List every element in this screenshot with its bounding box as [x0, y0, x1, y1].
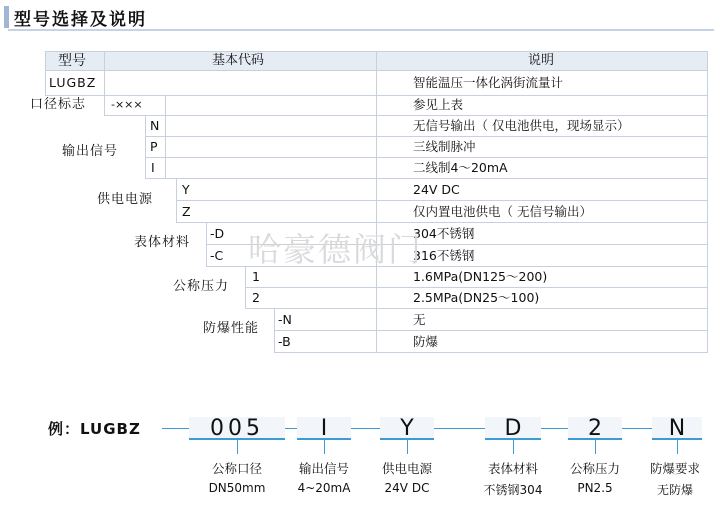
explosion-code-b: -B: [278, 334, 291, 349]
diameter-label: 口径标志: [30, 97, 87, 112]
example-code-material: D: [485, 417, 541, 440]
diameter-blank-cell: [165, 95, 377, 116]
material-desc-c: 316不锈钢: [413, 248, 475, 263]
explosion-desc-cell: [376, 308, 708, 331]
pressure-label: 公称压力: [173, 279, 230, 294]
example-code-diameter: 005: [189, 417, 285, 440]
explosion-code-n: -N: [278, 312, 292, 327]
power-code-cell: [176, 178, 377, 201]
power-code-cell: [176, 200, 377, 223]
model-code-blank-cell: [104, 70, 377, 96]
power-label: 供电电源: [97, 192, 154, 207]
example-code-pressure: 2: [568, 417, 622, 440]
power-code-y: Y: [182, 182, 190, 197]
model-desc: 智能温压一体化涡街流量计: [413, 75, 564, 90]
material-code-c: -C: [210, 248, 224, 263]
connector-line: [622, 428, 652, 429]
caption-power: 供电电源: [381, 461, 432, 476]
signal-code-cell: [145, 157, 166, 179]
value-signal: 4~20mA: [297, 481, 351, 495]
connector-line: [285, 428, 297, 429]
signal-desc-p: 三线制脉冲: [413, 139, 476, 154]
value-power: 24V DC: [384, 481, 430, 495]
signal-desc-i: 二线制4～20mA: [413, 160, 508, 175]
pointer-line: [595, 440, 596, 454]
power-code-z: Z: [182, 204, 191, 219]
material-desc-d: 304不锈钢: [413, 226, 475, 241]
header-model: 型号: [58, 53, 86, 69]
caption-diameter: 公称口径: [211, 461, 262, 476]
signal-blank-cell: [165, 136, 377, 158]
watermark: 哈豪德阀门: [248, 230, 423, 269]
power-desc-y: 24V DC: [413, 182, 460, 197]
example-code-explosion: N: [652, 417, 702, 440]
caption-pressure: 公称压力: [569, 461, 620, 476]
value-explosion: 无防爆: [656, 483, 693, 497]
pointer-line: [237, 440, 238, 454]
pressure-desc-2: 2.5MPa(DN25～100): [413, 290, 540, 305]
header-desc: 说明: [528, 53, 555, 68]
caption-material: 表体材料: [487, 461, 538, 476]
model-code: LUGBZ: [49, 75, 97, 90]
explosion-label: 防爆性能: [203, 321, 260, 336]
value-pressure: PN2.5: [577, 481, 613, 495]
connector-line: [351, 428, 380, 429]
signal-code-n: N: [150, 118, 160, 133]
value-diameter: DN50mm: [208, 481, 266, 495]
caption-explosion: 防爆要求: [649, 461, 700, 476]
material-code-d: -D: [210, 226, 225, 241]
signal-code-p: P: [150, 139, 158, 154]
signal-desc-n: 无信号输出（ 仅电池供电，现场显示）: [413, 118, 630, 133]
example-code-signal: I: [297, 417, 351, 440]
power-desc-z: 仅内置电池供电（ 无信号输出）: [413, 204, 592, 219]
pointer-line: [324, 440, 325, 454]
page-title: 型号选择及说明: [14, 10, 147, 30]
connector-line: [162, 428, 189, 429]
pointer-line: [677, 440, 678, 454]
signal-blank-cell: [165, 157, 377, 179]
pointer-line: [407, 440, 408, 454]
signal-label: 输出信号: [62, 144, 119, 159]
diameter-code: -×××: [111, 98, 143, 111]
explosion-desc-b: 防爆: [413, 334, 439, 349]
header-code: 基本代码: [212, 53, 265, 68]
pointer-line: [513, 440, 514, 454]
caption-signal: 输出信号: [298, 461, 349, 476]
signal-blank-cell: [165, 115, 377, 137]
pressure-code-2: 2: [252, 290, 260, 305]
pressure-code-cell: [245, 287, 377, 309]
example-prefix: 例：LUGBZ: [48, 420, 141, 438]
diameter-desc: 参见上表: [413, 97, 464, 112]
connector-line: [541, 428, 568, 429]
connector-line: [434, 428, 485, 429]
pressure-desc-1: 1.6MPa(DN125～200): [413, 269, 548, 284]
signal-code-i: I: [151, 160, 155, 175]
pressure-code-1: 1: [252, 269, 260, 284]
value-material: 不锈钢304: [483, 483, 543, 497]
example-code-power: Y: [380, 417, 434, 440]
material-label: 表体材料: [134, 235, 191, 250]
explosion-desc-n: 无: [413, 312, 426, 327]
